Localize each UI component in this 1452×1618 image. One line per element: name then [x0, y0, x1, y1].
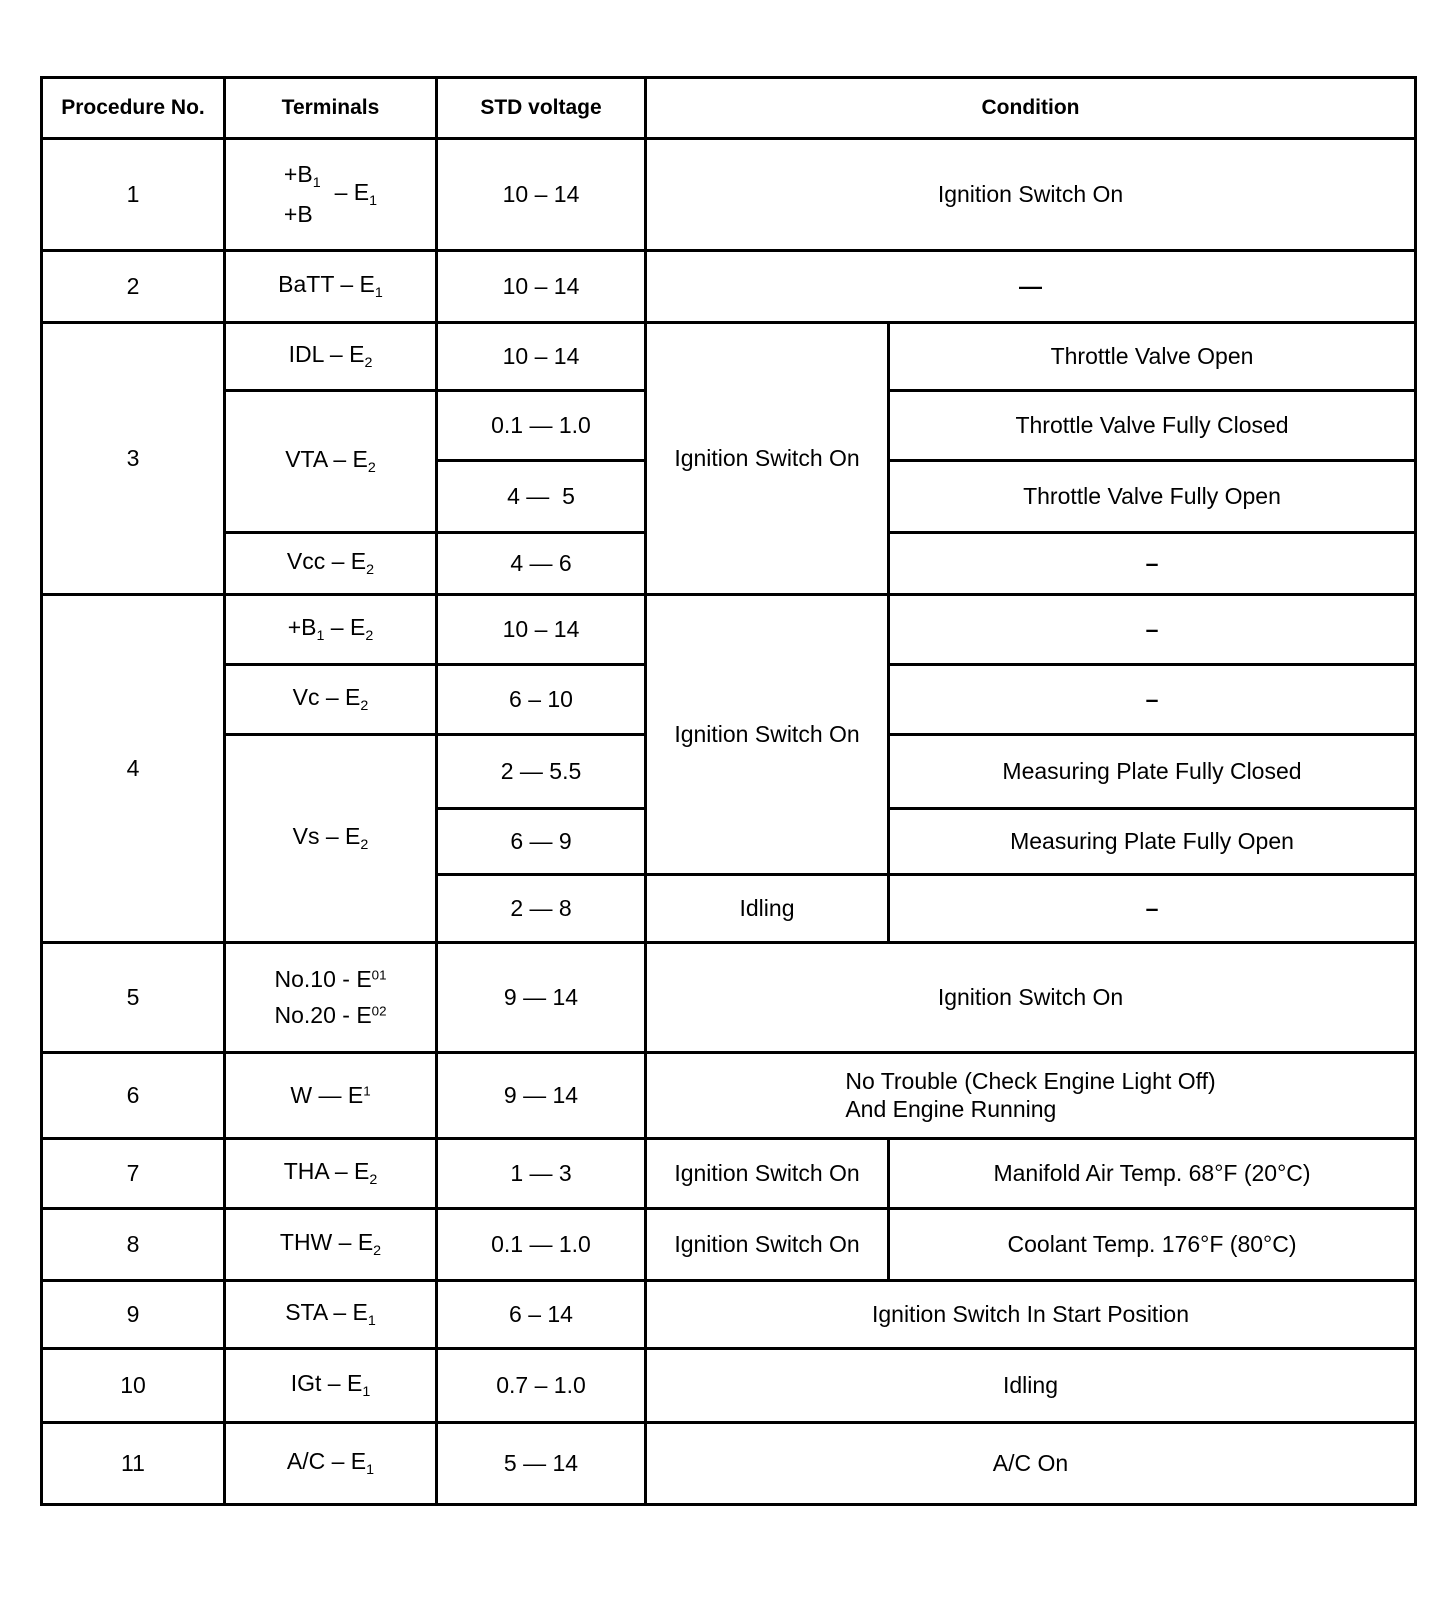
- std-voltage: 2 — 8: [437, 875, 646, 943]
- procedure-number: 4: [42, 595, 225, 943]
- terminal-cell: [225, 391, 437, 533]
- terminal-text: W — E: [290, 1081, 364, 1108]
- terminal-text: Vc – E: [292, 683, 361, 710]
- std-voltage: 9 — 14: [437, 943, 646, 1053]
- terminal-cell: [225, 1423, 437, 1505]
- terminal-cell: [225, 1209, 437, 1281]
- condition-detail: Measuring Plate Fully Closed: [889, 735, 1416, 809]
- condition: [646, 1053, 1416, 1139]
- procedure-number: 2: [42, 251, 225, 323]
- condition: —: [646, 251, 1416, 323]
- terminal-text: +B: [287, 613, 317, 640]
- std-voltage: 10 – 14: [437, 323, 646, 391]
- terminal-sub: 2: [360, 836, 369, 853]
- condition: Ignition Switch On: [646, 139, 1416, 251]
- std-voltage: 2 — 5.5: [437, 735, 646, 809]
- terminal-sub: 1: [362, 1383, 371, 1400]
- terminal-cell: [225, 1281, 437, 1349]
- condition-detail: Throttle Valve Fully Closed: [889, 391, 1416, 461]
- condition: Ignition Switch In Start Position: [646, 1281, 1416, 1349]
- terminal-e-text: – E: [334, 178, 370, 205]
- condition-detail: Coolant Temp. 176°F (80°C): [889, 1209, 1416, 1281]
- terminal-sub: 1: [374, 284, 383, 301]
- terminal-text: Vs – E: [292, 822, 361, 849]
- table-row: [42, 139, 1416, 251]
- condition: A/C On: [646, 1423, 1416, 1505]
- terminal-cell: [225, 1349, 437, 1423]
- condition-main: Ignition Switch On: [646, 323, 889, 595]
- std-voltage: 5 — 14: [437, 1423, 646, 1505]
- std-voltage: 4 — 5: [437, 461, 646, 533]
- table-row: [42, 595, 1416, 665]
- std-voltage: 0.1 — 1.0: [437, 1209, 646, 1281]
- std-voltage: 10 – 14: [437, 139, 646, 251]
- terminal-text: A/C – E: [286, 1447, 367, 1474]
- header-row: [42, 78, 1416, 139]
- terminal-a: No.10 - E: [274, 965, 372, 992]
- terminal-sub: 2: [367, 459, 376, 476]
- condition-detail: –: [889, 595, 1416, 665]
- terminal-text: IDL – E: [288, 340, 365, 367]
- condition-line-2: And Engine Running: [845, 1095, 1057, 1122]
- condition-main: Ignition Switch On: [646, 1209, 889, 1281]
- terminal-text: THW – E: [279, 1228, 374, 1255]
- procedure-number: 7: [42, 1139, 225, 1209]
- condition-line-1: No Trouble (Check Engine Light Off): [845, 1067, 1216, 1094]
- condition-detail: Manifold Air Temp. 68°F (20°C): [889, 1139, 1416, 1209]
- std-voltage: 1 — 3: [437, 1139, 646, 1209]
- table-row: [42, 943, 1416, 1053]
- std-voltage: 10 – 14: [437, 251, 646, 323]
- terminal-b-sup: 02: [371, 1003, 387, 1019]
- procedure-number: 11: [42, 1423, 225, 1505]
- terminal-sub: 2: [365, 627, 374, 644]
- terminal-tail: – E: [324, 613, 366, 640]
- terminal-cell: [225, 1053, 437, 1139]
- terminal-text: IGt – E: [290, 1369, 363, 1396]
- terminal-group: [284, 155, 377, 234]
- terminal-cell: [225, 1139, 437, 1209]
- std-voltage: 6 – 10: [437, 665, 646, 735]
- voltage-spec-table: [40, 76, 1417, 1506]
- table-row: [42, 1053, 1416, 1139]
- terminal-sub-mid: 1: [316, 627, 325, 644]
- terminal-text: VTA – E: [285, 445, 368, 472]
- std-voltage: 0.7 – 1.0: [437, 1349, 646, 1423]
- header-condition: Condition: [646, 78, 1416, 139]
- std-voltage: 9 — 14: [437, 1053, 646, 1139]
- condition-detail: –: [889, 665, 1416, 735]
- condition-main: Ignition Switch On: [646, 595, 889, 875]
- header-std-voltage: STD voltage: [437, 78, 646, 139]
- terminal-cell: [225, 595, 437, 665]
- procedure-number: 5: [42, 943, 225, 1053]
- terminal-text: STA – E: [285, 1298, 368, 1325]
- terminal-cell: [225, 533, 437, 595]
- terminal-sub: 2: [366, 561, 375, 578]
- std-voltage: 0.1 — 1.0: [437, 391, 646, 461]
- terminal-b1-text: +B: [283, 160, 313, 187]
- terminal-b: +B: [283, 201, 313, 228]
- procedure-number: 8: [42, 1209, 225, 1281]
- terminal-sub: 2: [369, 1171, 378, 1188]
- table-row: [42, 251, 1416, 323]
- std-voltage: 6 – 14: [437, 1281, 646, 1349]
- terminal-sub: 1: [366, 1461, 375, 1478]
- table-row: [42, 1423, 1416, 1505]
- terminal-pair: [284, 155, 321, 234]
- terminal-b: No.20 - E: [274, 1001, 372, 1028]
- condition-main: Ignition Switch On: [646, 1139, 889, 1209]
- table-row: [42, 1209, 1416, 1281]
- condition-detail: Measuring Plate Fully Open: [889, 809, 1416, 875]
- terminal-cell: [225, 251, 437, 323]
- table-row: [42, 1281, 1416, 1349]
- terminal-cell: [225, 323, 437, 391]
- condition-detail: –: [889, 533, 1416, 595]
- terminal-cell: [225, 665, 437, 735]
- condition-main: Idling: [646, 875, 889, 943]
- condition-detail: Throttle Valve Open: [889, 323, 1416, 391]
- condition-detail: –: [889, 875, 1416, 943]
- condition: Ignition Switch On: [646, 943, 1416, 1053]
- terminal-e-sub: 1: [369, 192, 378, 209]
- procedure-number: 10: [42, 1349, 225, 1423]
- std-voltage: 6 — 9: [437, 809, 646, 875]
- condition-detail: Throttle Valve Fully Open: [889, 461, 1416, 533]
- procedure-number: 9: [42, 1281, 225, 1349]
- procedure-number: 3: [42, 323, 225, 595]
- terminal-sub: 1: [367, 1312, 376, 1329]
- header-procedure: Procedure No.: [42, 78, 225, 139]
- terminal-stack: [275, 962, 387, 1033]
- procedure-number: 1: [42, 139, 225, 251]
- condition-text: [845, 1068, 1215, 1123]
- procedure-number: 6: [42, 1053, 225, 1139]
- terminal-sub: 2: [364, 354, 373, 371]
- terminal-cell: [225, 735, 437, 943]
- header-terminals: Terminals: [225, 78, 437, 139]
- terminal-sub: 2: [373, 1242, 382, 1259]
- terminal-text: THA – E: [283, 1157, 370, 1184]
- std-voltage: 4 — 6: [437, 533, 646, 595]
- table-row: [42, 1349, 1416, 1423]
- terminal-b1: [284, 155, 321, 195]
- std-voltage: 10 – 14: [437, 595, 646, 665]
- terminal-a-sup: 01: [371, 967, 387, 983]
- table-row: [42, 1139, 1416, 1209]
- terminal-cell: [225, 139, 437, 251]
- terminal-cell: [225, 943, 437, 1053]
- terminal-b1-sub: 1: [312, 174, 321, 191]
- terminal-sub: 2: [360, 697, 369, 714]
- table-row: [42, 323, 1416, 391]
- terminal-e: [335, 179, 377, 210]
- terminal-text: Vcc – E: [286, 547, 367, 574]
- terminal-sup: 1: [363, 1083, 371, 1099]
- terminal-text: BaTT – E: [278, 270, 375, 297]
- condition: Idling: [646, 1349, 1416, 1423]
